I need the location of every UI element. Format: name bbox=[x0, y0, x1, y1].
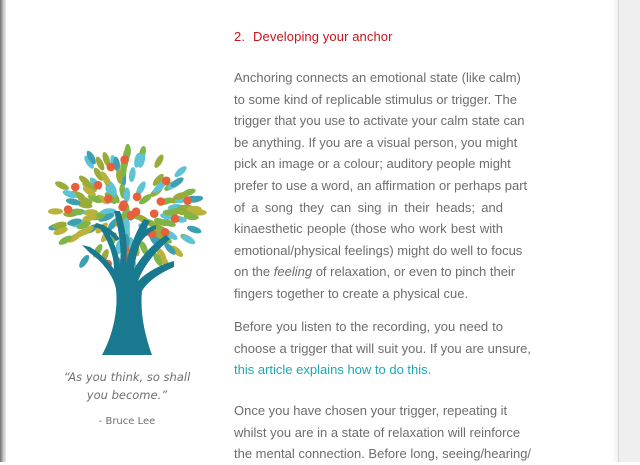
quote-author: - Bruce Lee bbox=[98, 416, 156, 427]
text-run: of relaxation, or even to pinch their bbox=[312, 264, 516, 280]
fruit-icon bbox=[64, 205, 73, 214]
fruit-icon bbox=[119, 200, 128, 209]
text-line: choose a trigger that will suit you. If you are unsure, bbox=[234, 340, 531, 356]
fruit-icon bbox=[157, 197, 166, 206]
fruit-icon bbox=[132, 207, 141, 216]
fruit-icon bbox=[171, 214, 180, 223]
fruit-icon bbox=[162, 177, 171, 186]
fruit-icon bbox=[161, 228, 170, 237]
leaf-icon bbox=[186, 224, 202, 235]
text-line bbox=[234, 261, 516, 283]
leaf-icon bbox=[153, 153, 166, 169]
section-heading bbox=[234, 29, 393, 44]
text-line: whilst you are in a state of relaxation will reinforce bbox=[234, 424, 521, 440]
fruit-icon bbox=[94, 181, 103, 190]
emphasis-feeling: feeling bbox=[273, 264, 313, 280]
text-line: kinaesthetic people (those who work best with bbox=[234, 221, 503, 237]
text-run: on the bbox=[234, 264, 274, 280]
section-number: 2. bbox=[234, 29, 246, 44]
text-line: prefer to use a word, an affirmation or perhaps part bbox=[234, 177, 528, 193]
fruit-icon bbox=[150, 209, 159, 218]
fruit-icon bbox=[104, 195, 113, 204]
paragraph-repetition bbox=[234, 400, 532, 465]
text-line: Once you have chosen your trigger, repeating it bbox=[234, 403, 508, 418]
tree-canopy bbox=[48, 144, 207, 273]
text-line: pick an image or a colour; auditory people might bbox=[234, 156, 511, 172]
text-line: emotional/physical feelings) might do well to focus bbox=[234, 242, 523, 258]
leaf-icon bbox=[54, 180, 70, 192]
section-title: Developing your anchor bbox=[253, 29, 393, 44]
leaf-icon bbox=[77, 253, 91, 269]
tree-illustration bbox=[44, 141, 208, 359]
scroll-gutter[interactable] bbox=[618, 0, 640, 462]
fruit-icon bbox=[183, 196, 192, 205]
text-line: the mental connection. Before long, seeing/hearing/ bbox=[234, 446, 532, 462]
leaf-icon bbox=[48, 208, 63, 214]
text-line: to some kind of replicable stimulus or trigger. The bbox=[234, 91, 518, 107]
article-link[interactable]: this article explains how to do this. bbox=[234, 362, 432, 378]
text-line: trigger that you use to activate your calm state can bbox=[234, 113, 525, 129]
text-line: Before you listen to the recording, you need to bbox=[234, 319, 503, 334]
paragraph-trigger bbox=[234, 316, 531, 381]
fruit-icon bbox=[133, 193, 142, 202]
text-line: be anything. If you are a visual person, you might bbox=[234, 134, 518, 150]
paragraph-anchoring bbox=[234, 67, 528, 305]
leaf-icon bbox=[128, 167, 136, 183]
text-line: Anchoring connects an emotional state (like calm) bbox=[234, 70, 521, 85]
leaf-icon bbox=[173, 164, 189, 179]
fruit-icon bbox=[120, 155, 129, 164]
text-line: of a song they can sing in their heads; and bbox=[234, 199, 503, 215]
fruit-icon bbox=[71, 183, 80, 192]
fruit-icon bbox=[107, 163, 116, 172]
quote-text: “As you think, so shall you become.” bbox=[63, 370, 191, 402]
text-line: fingers together to create a physical cue. bbox=[234, 285, 469, 301]
page-left-edge bbox=[0, 0, 6, 462]
